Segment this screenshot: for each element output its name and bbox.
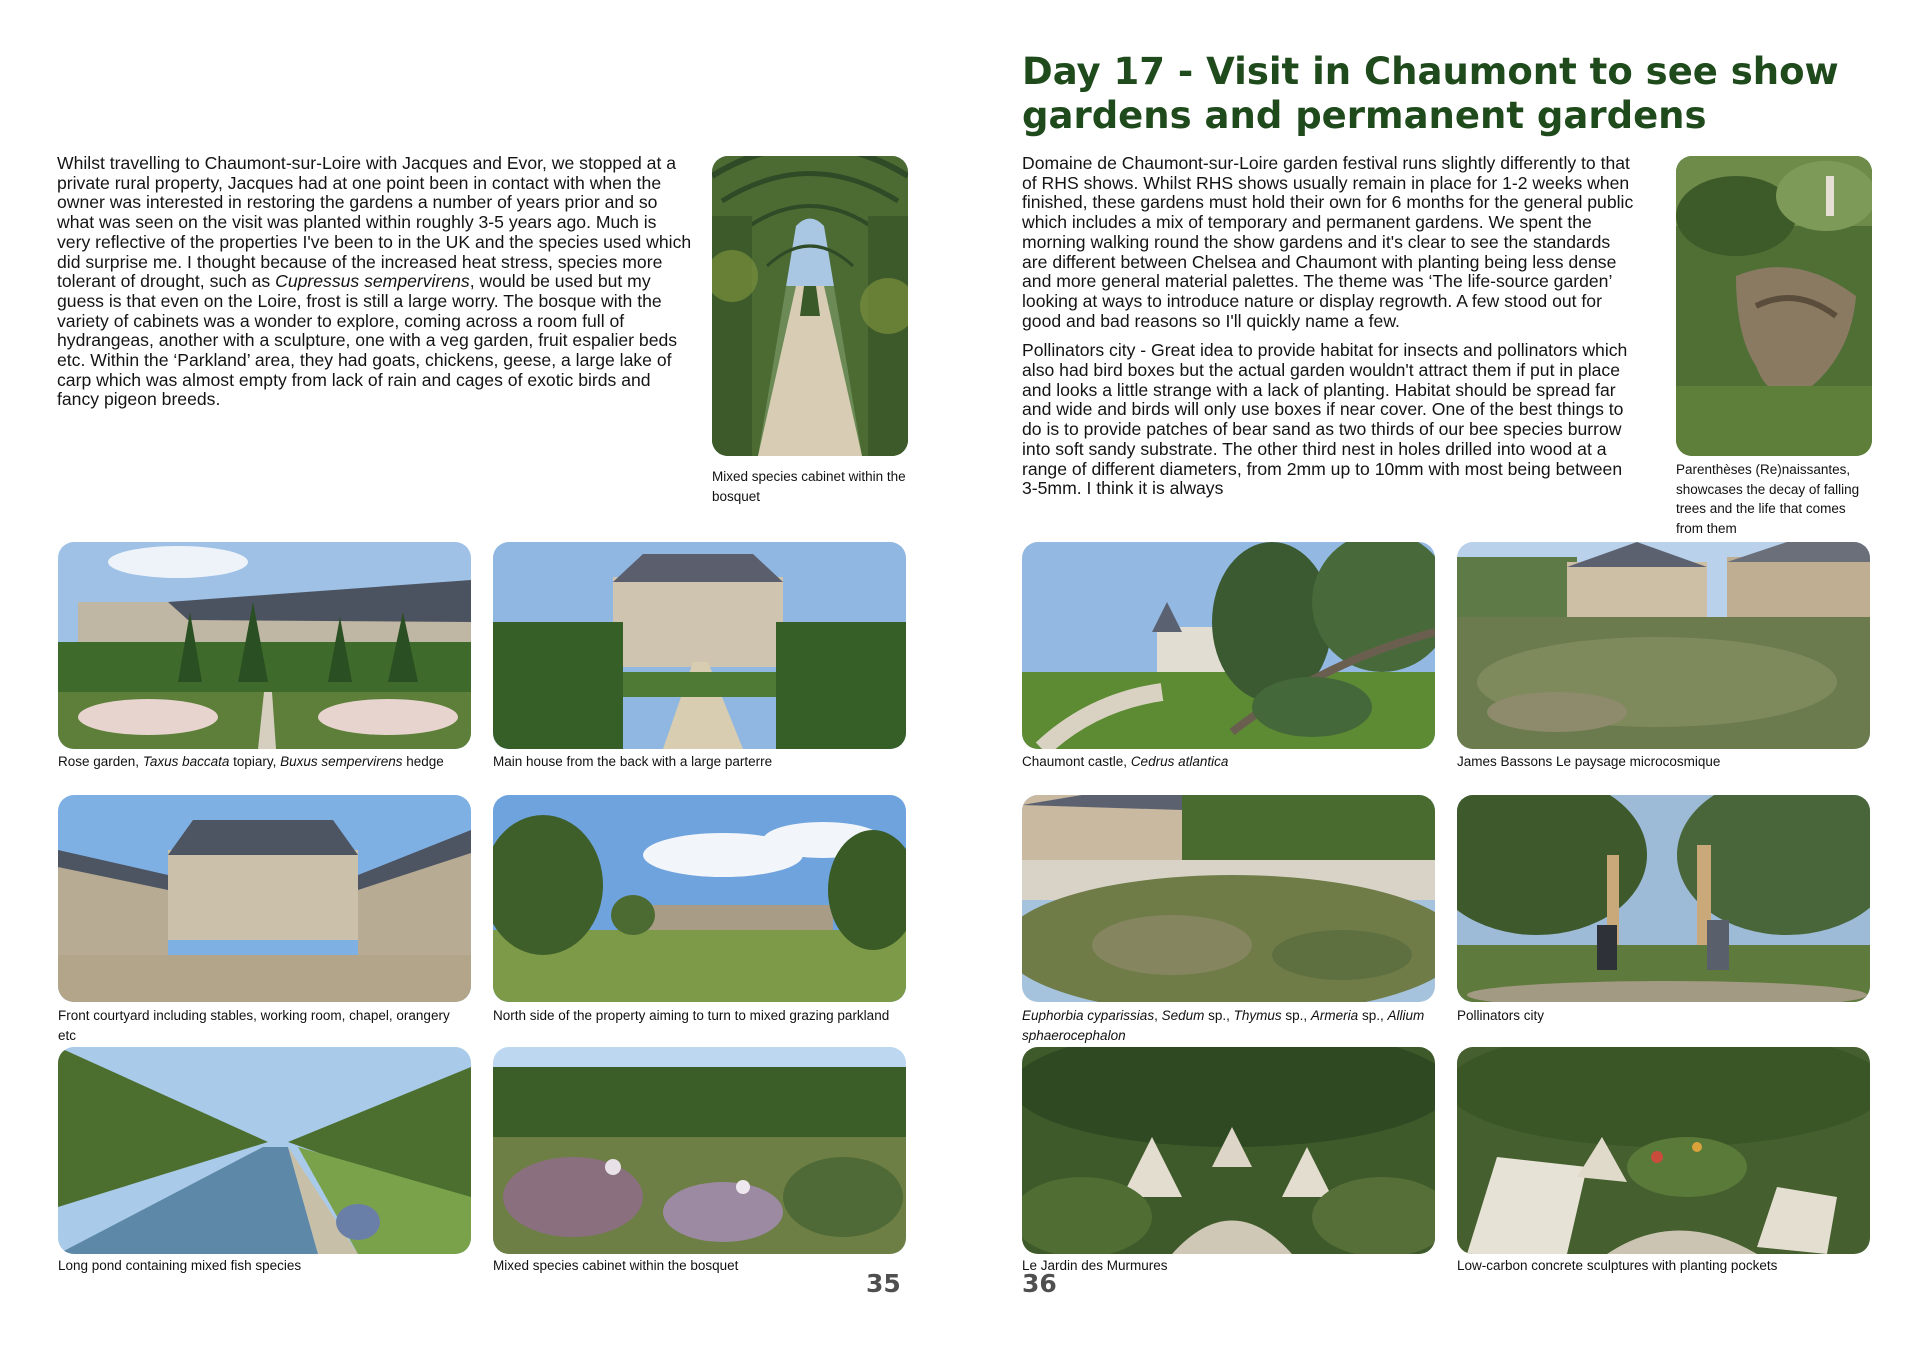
bosquet-side-caption: Mixed species cabinet within the bosquet — [712, 469, 906, 504]
front-courtyard-photo — [58, 795, 471, 1002]
chaumont-castle-photo — [1022, 542, 1435, 749]
italic-species-name: Allium sphaerocephalon — [1022, 1008, 1425, 1043]
italic-species-name: Thymus — [1233, 1008, 1282, 1023]
pollinators-city-photo — [1457, 795, 1870, 1002]
murmures-photo — [1022, 1047, 1435, 1254]
concrete-sculptures-caption: Low-carbon concrete sculptures with planting pockets — [1457, 1258, 1778, 1273]
page-number-left: 35 — [866, 1269, 901, 1298]
euphorbia-caption: Euphorbia cyparissias, Sedum sp., Thymus sp., Armeria sp., Allium sphaerocephalon — [1022, 1008, 1425, 1043]
chaumont-castle-caption: Chaumont castle, Cedrus atlantica — [1022, 754, 1229, 769]
intro-paragraph — [57, 154, 693, 420]
italic-species-name: Sedum — [1161, 1008, 1205, 1023]
festival-paragraph: Domaine de Chaumont-sur-Loire garden festival runs slightly differently to that of RHS shows. Whilst RHS shows usually remain in place for 1-2 weeks when finished, these gardens must hold their own for 6 months for the general public which includes a mix of temporary and permanent gardens. We spent the morning walking round the show gardens and it's clear to see the standards are different between Chelsea and Chaumont with planting being less dense and more general material palettes. The theme was ‘The life-source garden’ looking at ways to introduce nature or display regrowth. A few stood out for good and bad reasons so I'll quickly name a few. — [1022, 153, 1634, 331]
italic-species-name: Euphorbia cyparissias — [1022, 1008, 1155, 1023]
cabinet-bosquet-caption: Mixed species cabinet within the bosquet — [493, 1258, 739, 1273]
parentheses-caption: Parenthèses (Re)naissantes, showcases the decay of falling trees and the life that comes from them — [1676, 462, 1860, 536]
euphorbia-bed-photo — [1022, 795, 1435, 1002]
page-number-right: 36 — [1022, 1269, 1057, 1298]
italic-species-name: Cedrus atlantica — [1130, 754, 1229, 769]
italic-species-name: Armeria — [1310, 1008, 1359, 1023]
right-page — [960, 0, 1920, 1358]
intro-text: Whilst travelling to Chaumont-sur-Loire with Jacques and Evor, we stopped at a private rural property, Jacques had at one point been in contact with when the owner was interested in restoring the gardens a number of years prior and so what was seen on the visit was planted within roughly 3-5 years ago. Much is very reflective of the properties I've been to in the UK and the species used which did surprise me. I thought because of the increased heat stress, species more tolerant of drought, such as Cupressus sempervirens, would be used but my guess is that even on the Loire, frost is still a large worry. The bosque with the variety of cabinets was a wonder to explore, coming across a room full of hydrangeas, another with a sculpture, one with a veg garden, fruit espalier beds etc. Within the ‘Parkland’ area, they had goats, chickens, geese, a large lake of carp which was almost empty from lack of rain and cages of exotic birds and fancy pigeon breeds. — [57, 153, 692, 410]
concrete-sculptures-photo — [1457, 1047, 1870, 1254]
microcosmique-caption: James Bassons Le paysage microcosmique — [1457, 754, 1721, 769]
italic-species-name: Cupressus sempervirens — [275, 271, 470, 292]
north-side-caption: North side of the property aiming to turn to mixed grazing parkland — [493, 1008, 890, 1023]
italic-species-name: Taxus baccata — [142, 754, 230, 769]
italic-species-name: Buxus sempervirens — [280, 754, 403, 769]
main-house-photo — [493, 542, 906, 749]
cabinet-bosquet-photo — [493, 1047, 906, 1254]
main-house-caption: Main house from the back with a large parterre — [493, 754, 773, 769]
north-side-photo — [493, 795, 906, 1002]
pollinators-paragraph: Pollinators city - Great idea to provide habitat for insects and pollinators which also had bird boxes but the actual garden wouldn't attract them if put in place and looks a little strange with a lack of planting. Habitat should be spread far and wide and birds will only use boxes if near cover. One of the best things to do is to provide patches of bear sand as two thirds of our bee species burrow into soft sandy substrate. The other third nest in holes drilled into wood at a range of different diameters, from 2mm up to 10mm with most being between 3-5mm. I think it is always — [1022, 340, 1628, 499]
bosquet-arch-photo — [712, 156, 908, 456]
parentheses-photo — [1676, 156, 1872, 456]
page-title: Day 17 - Visit in Chaumont to see show gardens and permanent gardens — [1022, 50, 1839, 137]
long-pond-caption: Long pond containing mixed fish species — [58, 1258, 302, 1273]
front-courtyard-caption: Front courtyard including stables, working room, chapel, orangery etc — [58, 1008, 450, 1043]
rose-garden-photo — [58, 542, 471, 749]
main-text — [1022, 154, 1634, 509]
rose-garden-caption: Rose garden, Taxus baccata topiary, Buxus sempervirens hedge — [58, 754, 444, 769]
microcosmique-photo — [1457, 542, 1870, 749]
pollinators-city-caption: Pollinators city — [1457, 1008, 1545, 1023]
long-pond-photo — [58, 1047, 471, 1254]
murmures-caption: Le Jardin des Murmures — [1022, 1258, 1168, 1273]
